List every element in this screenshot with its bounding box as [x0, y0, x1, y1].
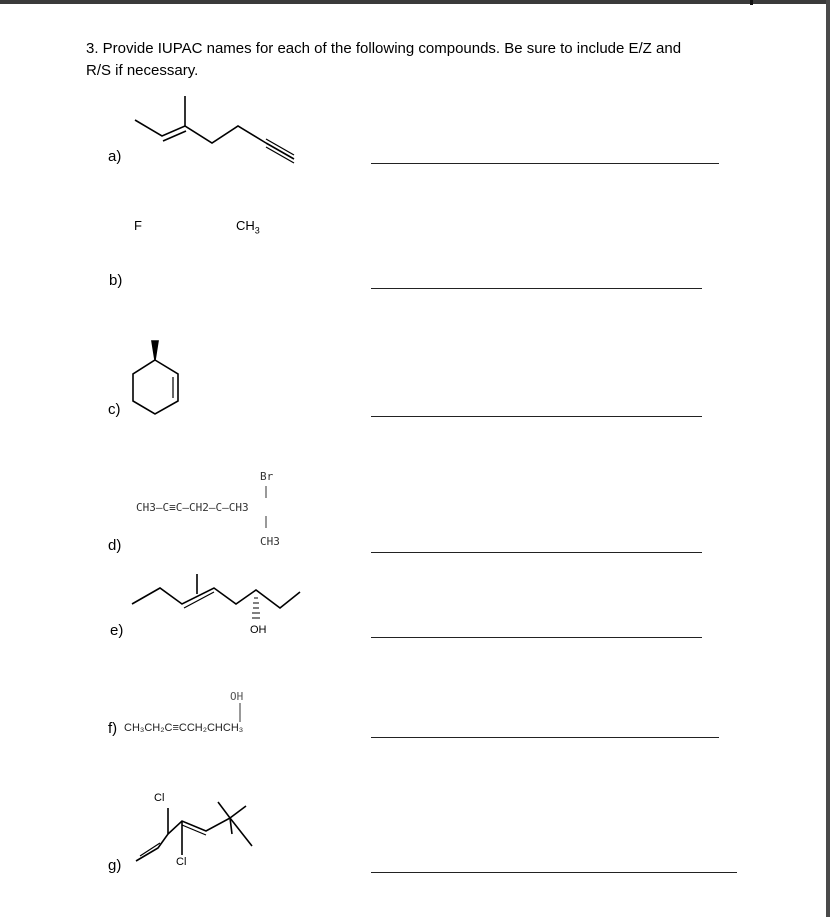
- chlorine-bottom: Cl: [176, 856, 187, 868]
- chlorine-top: Cl: [154, 792, 165, 804]
- hydroxyl-e: OH: [250, 624, 267, 636]
- question-line-2: R/S if necessary.: [86, 62, 199, 79]
- structure-e: [132, 574, 300, 618]
- bromine-atom: Br: [260, 470, 274, 483]
- item-label-d: d): [108, 537, 122, 554]
- hydroxyl-f: OH: [230, 690, 244, 703]
- item-label-f: f): [108, 720, 118, 737]
- item-label-a: a): [108, 148, 122, 165]
- methyl-ch: CH: [236, 218, 255, 233]
- item-label-g: g): [108, 857, 122, 874]
- condensed-formula-f: CH₃CH₂C≡CCH₂CHCH₃: [124, 722, 244, 734]
- structure-c: [133, 341, 178, 414]
- item-label-c: c): [108, 401, 121, 418]
- methyl-group-b: [236, 218, 260, 236]
- item-label-e: e): [110, 622, 124, 639]
- condensed-formula-d: CH3—C≡C—CH2—C—CH3: [136, 501, 249, 514]
- methyl-group-d: CH3: [260, 535, 280, 548]
- question-line-1: 3. Provide IUPAC names for each of the following compounds. Be sure to include E/Z and: [86, 40, 682, 57]
- structure-a: [135, 96, 294, 163]
- methyl-subscript: 3: [254, 225, 260, 236]
- structure-g: [136, 802, 252, 861]
- fluorine-atom: F: [134, 218, 142, 233]
- item-label-b: b): [109, 272, 123, 289]
